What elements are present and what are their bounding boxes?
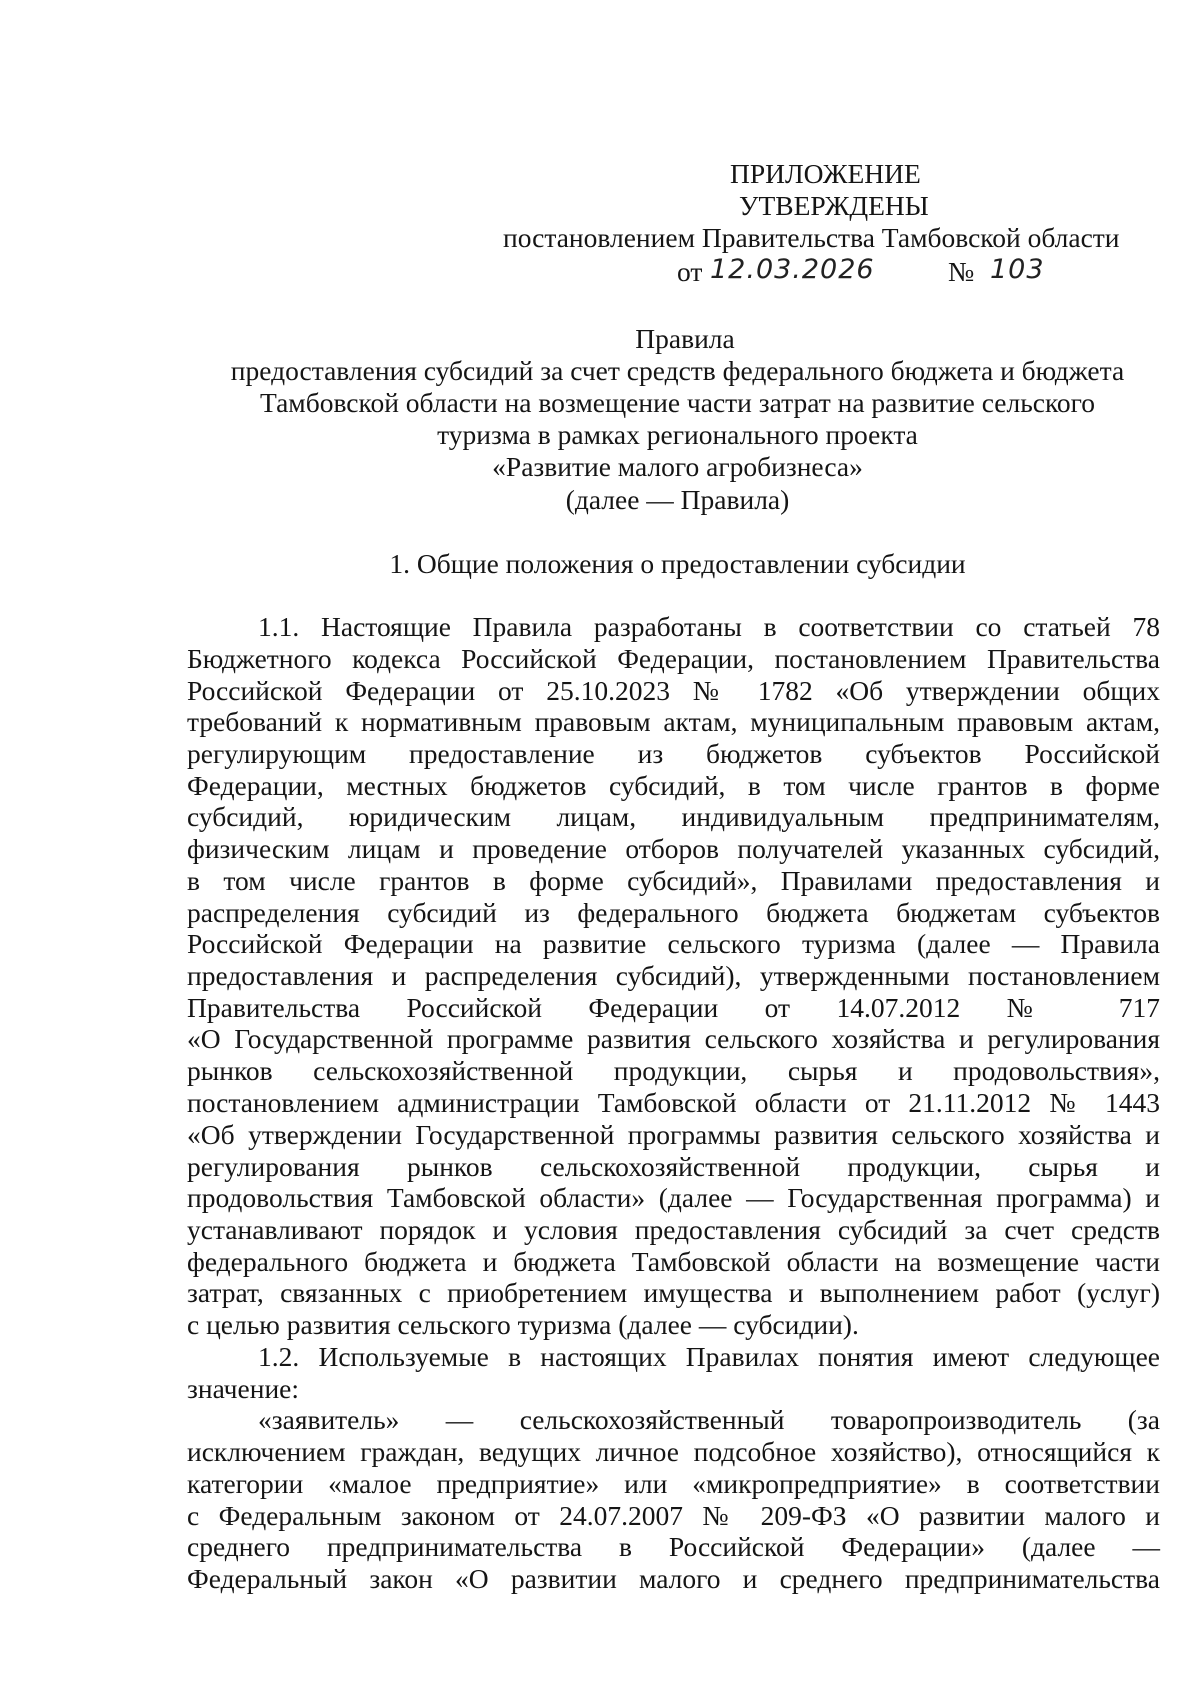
paragraph-line: устанавливают порядок и условия предоставления субсидий за счет средств	[187, 1214, 1160, 1245]
paragraph-line: 1.2. Используемые в настоящих Правилах понятия имеют следующее	[258, 1341, 1160, 1372]
paragraph-line: распределения субсидий из федерального бюджета бюджетам субъектов	[187, 897, 1160, 928]
paragraph-last-line: значение:	[187, 1373, 300, 1404]
paragraph-line: Правительства Российской Федерации от 14.07.2012 № 717	[187, 992, 1160, 1023]
number-prefix: №	[948, 256, 975, 287]
paragraph-line: «Об утверждении Государственной программы развития сельского хозяйства и	[187, 1119, 1160, 1150]
date-prefix: от	[677, 256, 703, 287]
handwritten-number: 103	[990, 254, 1045, 285]
paragraph-line: исключением граждан, ведущих личное подсобное хозяйство), относящийся к	[187, 1436, 1160, 1467]
paragraph-line: субсидий, юридическим лицам, индивидуальным предпринимателям,	[187, 801, 1160, 832]
paragraph-line: Федерации, местных бюджетов субсидий, в том числе грантов в форме	[187, 770, 1160, 801]
title-line-5: «Развитие малого агробизнеса»	[492, 451, 863, 482]
paragraph-line: Федеральный закон «О развитии малого и среднего предпринимательства	[187, 1563, 1160, 1594]
paragraph-line: физическим лицам и проведение отборов получателей указанных субсидий,	[187, 833, 1160, 864]
paragraph-line: требований к нормативным правовым актам, муниципальным правовым актам,	[187, 706, 1160, 737]
title-line-2: предоставления субсидий за счет средств федерального бюджета и бюджета	[230, 355, 1125, 386]
paragraph-last-line: с целью развития сельского туризма (далее — субсидии).	[187, 1309, 859, 1340]
section-heading: 1. Общие положения о предоставлении субсидии	[389, 548, 966, 579]
paragraph-line: в том числе грантов в форме субсидий», Правилами предоставления и	[187, 865, 1160, 896]
title-line-3: Тамбовской области на возмещение части затрат на развитие сельского	[259, 387, 1096, 418]
paragraph-line: «О Государственной программе развития сельского хозяйства и регулирования	[187, 1023, 1160, 1054]
paragraph-line: затрат, связанных с приобретением имущества и выполнением работ (услуг)	[187, 1277, 1160, 1308]
paragraph-line: 1.1. Настоящие Правила разработаны в соответствии со статьей 78	[258, 611, 1160, 642]
title-rules: Правила	[635, 323, 735, 354]
paragraph-line: с Федеральным законом от 24.07.2007 № 209-ФЗ «О развитии малого и	[187, 1500, 1160, 1531]
approved-label: УТВЕРЖДЕНЫ	[739, 190, 929, 221]
title-line-4: туризма в рамках регионального проекта	[437, 419, 918, 450]
paragraph-line: федерального бюджета и бюджета Тамбовской области на возмещение части	[187, 1246, 1160, 1277]
paragraph-line: предоставления и распределения субсидий), утвержденными постановлением	[187, 960, 1160, 991]
paragraph-line: продовольствия Тамбовской области» (далее — Государственная программа) и	[187, 1182, 1160, 1213]
paragraph-line: регулирования рынков сельскохозяйственной продукции, сырья и	[187, 1151, 1160, 1182]
paragraph-line: Российской Федерации на развитие сельского туризма (далее — Правила	[187, 928, 1160, 959]
paragraph-line: категории «малое предприятие» или «микропредприятие» в соответствии	[187, 1468, 1160, 1499]
title-line-6: (далее — Правила)	[565, 484, 790, 515]
handwritten-date: 12.03.2026	[710, 254, 875, 285]
appendix-label: ПРИЛОЖЕНИЕ	[730, 158, 921, 189]
paragraph-line: рынков сельскохозяйственной продукции, сырья и продовольствия»,	[187, 1055, 1160, 1086]
paragraph-line: «заявитель» — сельскохозяйственный товаропроизводитель (за	[258, 1404, 1160, 1435]
paragraph-line: среднего предпринимательства в Российской Федерации» (далее —	[187, 1531, 1160, 1562]
approved-by-resolution: постановлением Правительства Тамбовской области	[503, 222, 1120, 253]
paragraph-line: Российской Федерации от 25.10.2023 № 1782 «Об утверждении общих	[187, 675, 1160, 706]
paragraph-line: постановлением администрации Тамбовской области от 21.11.2012 № 1443	[187, 1087, 1160, 1118]
paragraph-line: регулирующим предоставление из бюджетов субъектов Российской	[187, 738, 1160, 769]
paragraph-line: Бюджетного кодекса Российской Федерации, постановлением Правительства	[187, 643, 1160, 674]
